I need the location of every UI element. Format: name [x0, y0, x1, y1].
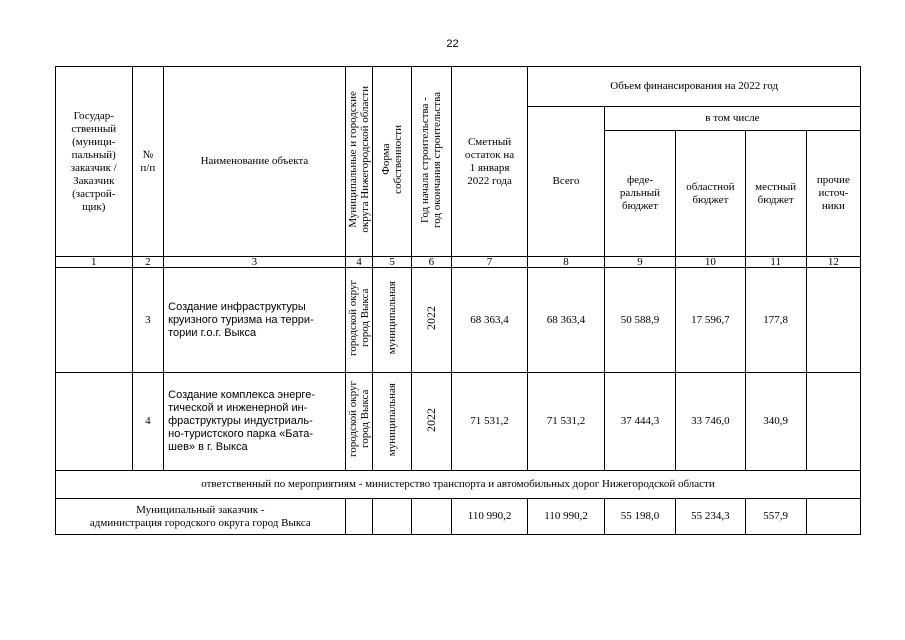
- column-number: 6: [412, 257, 452, 268]
- row-other: [806, 268, 860, 373]
- row-estimate: 71 531,2: [451, 373, 528, 471]
- summary-federal: 55 198,0: [604, 499, 675, 535]
- row-customer: [56, 373, 133, 471]
- row-federal: 37 444,3: [604, 373, 675, 471]
- column-number: 10: [676, 257, 745, 268]
- row-municipality: городской округ город Выкса: [345, 268, 373, 373]
- header-total: Всего: [528, 107, 605, 257]
- financing-table: [55, 66, 861, 535]
- row-object-name: Создание комплекса энерге- тической и инженерной ин- фраструктуры индустриаль- но-туристского парка «Бата- шев» в г. Выкса: [164, 373, 346, 471]
- row-customer: [56, 268, 133, 373]
- header-regional: областной бюджет: [676, 131, 745, 257]
- summary-local: 557,9: [745, 499, 806, 535]
- row-regional: 33 746,0: [676, 373, 745, 471]
- responsible-note: ответственный по мероприятиям - министерство транспорта и автомобильных дорог Нижегородской области: [56, 471, 861, 499]
- header-ownership: Форма собственности: [373, 67, 412, 257]
- row-total: 68 363,4: [528, 268, 605, 373]
- header-customer: Государ- ственный (муници- пальный) заказчик / Заказчик (застрой- щик): [56, 67, 133, 257]
- summary-other: [806, 499, 860, 535]
- row-total: 71 531,2: [528, 373, 605, 471]
- row-regional: 17 596,7: [676, 268, 745, 373]
- header-including: в том числе: [604, 107, 860, 131]
- row-year: 2022: [412, 373, 452, 471]
- column-number: 4: [345, 257, 373, 268]
- summary-regional: 55 234,3: [676, 499, 745, 535]
- responsible-row: [56, 471, 861, 499]
- row-other: [806, 373, 860, 471]
- summary-empty-cell: [373, 499, 412, 535]
- header-local: местный бюджет: [745, 131, 806, 257]
- column-numbers-row: [56, 257, 861, 268]
- column-number: 7: [451, 257, 528, 268]
- summary-empty-cell: [412, 499, 452, 535]
- row-local: 340,9: [745, 373, 806, 471]
- header-federal: феде- ральный бюджет: [604, 131, 675, 257]
- row-ownership: муниципальная: [373, 373, 412, 471]
- header-years: Год начала строительства - год окончания строительства: [412, 67, 452, 257]
- column-number: 5: [373, 257, 412, 268]
- table-row: [56, 373, 861, 471]
- header-object-name: Наименование объекта: [164, 67, 346, 257]
- header-financing: Объем финансирования на 2022 год: [528, 67, 861, 107]
- column-number: 11: [745, 257, 806, 268]
- row-estimate: 68 363,4: [451, 268, 528, 373]
- row-num: 4: [132, 373, 164, 471]
- column-number: 8: [528, 257, 605, 268]
- summary-label: Муниципальный заказчик - администрация городского округа город Выкса: [56, 499, 346, 535]
- header-num: № п/п: [132, 67, 164, 257]
- column-number: 1: [56, 257, 133, 268]
- header-other: прочие источ- ники: [806, 131, 860, 257]
- header-municipality: Муниципальные и городские округа Нижегородской области: [345, 67, 373, 257]
- row-num: 3: [132, 268, 164, 373]
- column-number: 2: [132, 257, 164, 268]
- column-number: 9: [604, 257, 675, 268]
- column-number: 12: [806, 257, 860, 268]
- table-row: [56, 268, 861, 373]
- summary-empty-cell: [345, 499, 373, 535]
- row-federal: 50 588,9: [604, 268, 675, 373]
- summary-row: [56, 499, 861, 535]
- column-number: 3: [164, 257, 346, 268]
- row-year: 2022: [412, 268, 452, 373]
- page-number: 22: [446, 38, 459, 50]
- summary-estimate: 110 990,2: [451, 499, 528, 535]
- row-local: 177,8: [745, 268, 806, 373]
- row-ownership: муниципальная: [373, 268, 412, 373]
- row-object-name: Создание инфраструктуры круизного туризма на терри- тории г.о.г. Выкса: [164, 268, 346, 373]
- summary-total: 110 990,2: [528, 499, 605, 535]
- row-municipality: городской округ город Выкса: [345, 373, 373, 471]
- header-estimate: Сметный остаток на 1 января 2022 года: [451, 67, 528, 257]
